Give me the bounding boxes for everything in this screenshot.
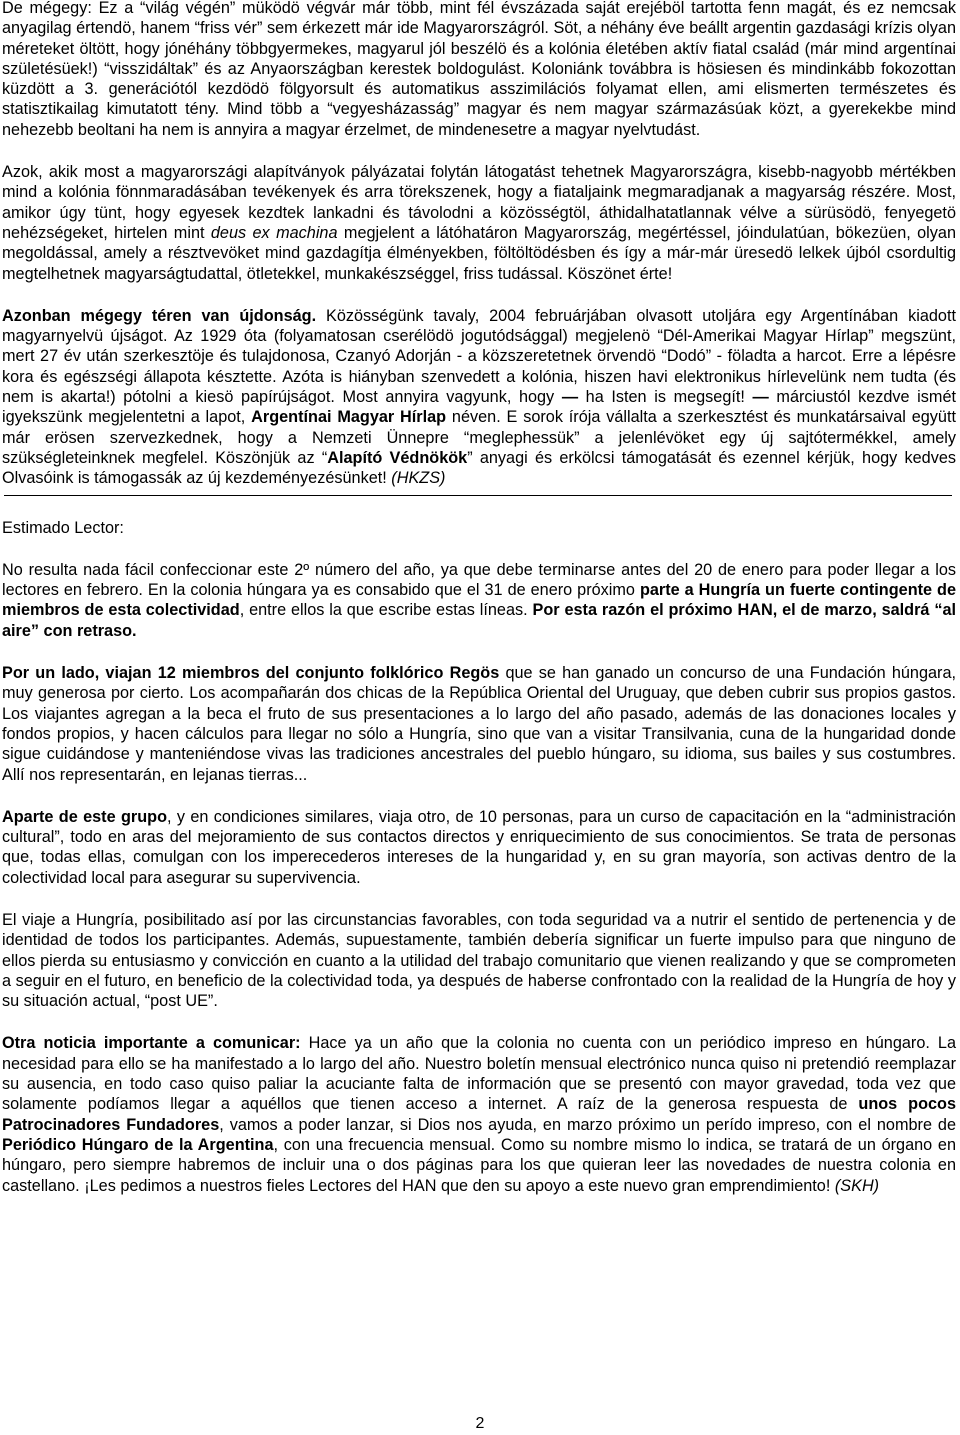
em-dash: —: [561, 388, 579, 407]
author-signature: (HKZS): [391, 469, 446, 488]
text-run: ha Isten is megsegít!: [578, 388, 753, 407]
italic-phrase: deus ex machina: [210, 223, 338, 242]
text-run: , entre ellos la que escribe estas líneas.: [239, 601, 533, 620]
text-run: ” anyagi és erkölcsi támogatását és ezennel kérjük, hogy kedves Olvasóink is támogassák az új kezdeményezésünket!: [2, 448, 956, 488]
bold-phrase: Alapító Védnökök: [327, 448, 468, 467]
hungarian-paragraph-1-text: De mégegy: Ez a “világ végén” müködö végvár már több, mint fél évszázada saját erejéböl tartotta fenn magát, és ez nemcsak anyagilag értendö, hanem “friss vér” sem érkezett már ide Magyarországról. Söt, a néhány éve beállt argentin gazdasági krízis olyan méreteket öltött, hogy jónéhány többgyermekes, magyarul jól beszélö és a kolónia életében aktív fiatal család (már mind argentínai születésüek!) “visszidáltak” és az Anyaországban kerestek boldogulást. Koloniánk továbbra is hösiesen és mindinkább fokozottan küzdött a 3. generációtól kezdödö fölgyorsult és automatikus asszimilációs folyamat ellen, ami elismerten természetes és statisztikailag kimutatott tény. Mind több a “vegyesházasság” magyar és nem magyar származásúak közt, a gyerekekbe mind nehezebb beoltani ha nem is annyira a magyar érzelmet, de mindenesetre a magyar nyelvtudást.: [2, 0, 956, 139]
bold-phrase: Por esta razón el próximo HAN, el de marzo, saldrá “al aire” con retraso.: [2, 601, 957, 640]
newspaper-name: Argentínai Magyar Hírlap: [251, 408, 447, 427]
spacer: [2, 1011, 956, 1033]
author-signature: (SKH): [834, 1176, 880, 1195]
spanish-paragraph-2: [2, 663, 956, 785]
hungarian-paragraph-3: [2, 306, 956, 489]
text-run: Közösségünk tavaly, 2004 februárjában olvasott utoljára egy Argentínában kiadott magyarnyelvü újságot. Az 1929 óta (folyamatosan cserélödö jogutódsággal) megjelenö “Dél-Amerikai Magyar Hírlap” megszünt, mert 27 év után szerkesztöje és tulajdonosa, Czanyó Adorján - a közszeretetnek örvendö “Dodó” - föladta a harcot. Erre a lépésre kora és egészségi állapota késztette. Azóta is hiányban szenvedett a kolónia, hiszen havi elektronikus hírlevelünk nem tudta (és nem is akarta!) pótolni a kiesö papírújságot. Most annyira vagyunk, hogy: [2, 306, 956, 407]
paragraph-lead: Aparte de este grupo: [2, 807, 167, 826]
spanish-paragraph-1: [2, 560, 956, 641]
paragraph-lead: Por un lado, viajan 12 miembros del conjunto folklórico Regös: [2, 664, 500, 683]
paragraph-lead: Otra noticia importante a comunicar:: [2, 1034, 301, 1053]
spacer: [2, 140, 956, 162]
bold-phrase: parte a Hungría un fuerte contingente de miembros de esta colectividad: [2, 581, 957, 620]
text-run: No resulta nada fácil confeccionar este 2º número del año, ya que debe terminarse antes del 20 de enero para poder llegar a los lectores en febrero. En la colonia húngara ya es consabido que el 31 de enero próximo: [2, 560, 956, 600]
spacer: [2, 888, 956, 910]
spanish-paragraph-5: [2, 1033, 956, 1195]
text-run: Azok, akik most a magyarországi alapítványok pályázatai folytán látogatást tehetnek Magyarországra, kisebb-nagyobb mértékben mind a kolónia fönnmaradásában tevékenyek és arra törekszenek, hogy a fiataljaink megmaradjanak a magyarság részére. Most, amikor úgy tünt, hogy egyesek kezdtek lankadni és távolodni a közösségtöl, áthidalhatatlannak vélve a sürüsödö, fenyegetö nehézségeket, hirtelen mint: [2, 163, 956, 242]
text-run: , y en condiciones similares, viaja otro, de 10 personas, para un curso de capacitación en la “administración cultural”, todo en aras del mejoramiento de sus contactos directos y enriquecimiento de sus conocimientos. Se trata de personas que, todas ellas, comulgan con los imperecederos intereses de la hungaridad y, en su gran mayoría, son activas dentro de la colectividad local para asegurar su supervivencia.: [2, 807, 956, 887]
bold-phrase: unos pocos Patrocinadores Fundadores: [2, 1095, 957, 1134]
text-run: , vamos a poder lanzar, si Dios nos ayuda, en marzo próximo un perído impreso, con el nombre de: [219, 1115, 957, 1134]
spacer: [2, 785, 956, 807]
spacer: [2, 284, 956, 306]
text-run: néven. E sorok írója vállalta a szerkesztést és munkatársaival együtt már erösen szervezkednek, hogy a Nemzeti Ünnepre “meglephessük” a jelenlévöket egy új sajtótermékkel, amely szükségleteinknek megfelel. Köszönjük az “: [2, 408, 956, 467]
text-run: que se han ganado un concurso de una Fundación húngara, muy generosa por cierto. Los acompañarán dos chicas de la República Oriental del Uruguay, que deben cubrir sus propios gastos. Los viajantes agregan a la beca el fruto de sus presentaciones a lo largo del año pasado, además de las donaciones locales y fondos propios, y hacen cálculos para llegar no sólo a Hungría, sino que van a visitar Transilvania, cuna de la hungaridad donde sigue cuidándose y manteniéndose vivas las tradiciones ancestrales del pueblo húngaro, su idioma, sus bailes y sus costumbres. Allí nos representarán, en lejanas tierras...: [2, 664, 956, 784]
text-run: Hace ya un año que la colonia no cuenta con un periódico impreso en húngaro. La necesidad para ello se ha manifestado a lo largo del año. Nuestro boletín mensual electrónico nunca quiso ni pretendió reemplazar su ausencia, en todo caso quiso paliar la acuciante falta de información que se presentó con mayor gravedad, toda vez que solamente podíamos llegar a aquéllos que tienen acceso a internet. A raíz de la generosa respuesta de: [2, 1034, 956, 1114]
spacer: [2, 641, 956, 663]
spacer: [2, 538, 956, 560]
hungarian-paragraph-2: [2, 162, 956, 284]
spacer: [2, 502, 956, 518]
page-number: 2: [475, 1415, 485, 1432]
em-dash: —: [752, 388, 769, 407]
spanish-paragraph-4: [2, 910, 956, 1011]
hungarian-paragraph-1: [2, 0, 956, 140]
paragraph-lead: Azonban mégegy téren van újdonság.: [2, 306, 317, 325]
spanish-heading: [2, 518, 956, 538]
spanish-paragraph-3: [2, 807, 956, 888]
newspaper-name: Periódico Húngaro de la Argentina: [2, 1135, 274, 1154]
text-run: márciustól kezdve ismét igyekszünk megjelentetni a lapot,: [2, 388, 956, 427]
heading-text: Estimado Lector:: [2, 518, 124, 537]
text-run: megjelent a látóhatáron Magyarország, megértéssel, jóindulatúan, bökezüen, olyan megoldással, amely a résztvevöket mind gazdagítja élményekben, föltöltödésben és így a már-már üresedö lelkek újból csordultig megtelhetnek magyarságtudattal, ötletekkel, munkakészséggel, friss tudással. Köszönet érte!: [2, 223, 956, 283]
text-run: , con una frecuencia mensual. Como su nombre mismo lo indica, se tratará de un órgano en húngaro, pero siempre habremos de incluir una o dos páginas para los que quieran leer las novedades de nuestra colonia en castellano. ¡Les pedimos a nuestros fieles Lectores del HAN que den su apoyo a este nuevo gran emprendimiento!: [2, 1135, 956, 1195]
text-run: El viaje a Hungría, posibilitado así por las circunstancias favorables, con toda seguridad va a nutrir el sentido de pertenencia y de identidad de todos los participantes. Además, supuestamente, también debería significar un fuerte impulso para que ninguno de ellos pierda su entusiasmo y convicción en cuanto a la utilidad del trabajo comunitario que vienen realizando y que se comprometen a seguir en el futuro, en beneficio de la colectividad toda, ya después de haberse confrontado con la realidad de la Hungría de hoy y su situación actual, “post UE”.: [2, 910, 956, 1011]
section-divider: [4, 495, 952, 496]
